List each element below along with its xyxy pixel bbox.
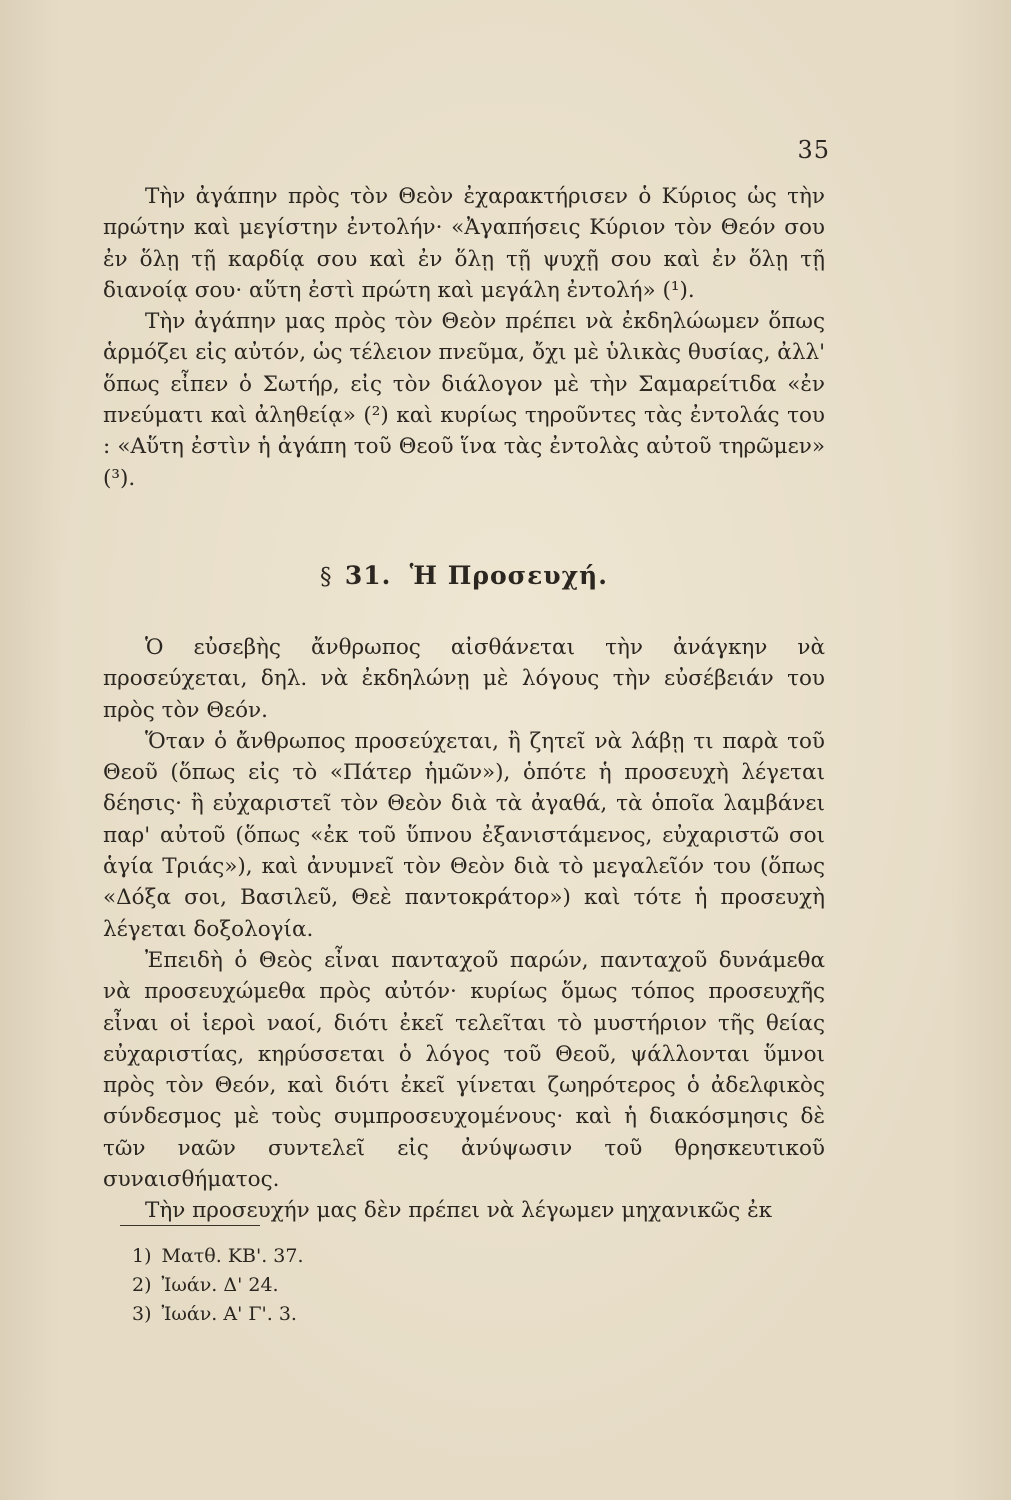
footnote-item <box>132 1242 532 1271</box>
page-number: 35 <box>797 136 830 164</box>
footnote-text: Ἰωάν. Δ' 24. <box>161 1274 279 1296</box>
section-title: Ἡ Προσευχή. <box>409 561 608 590</box>
paragraph-need-to-pray: Ὁ εὐσεβὴς ἄνθρωπος αἰσθάνεται τὴν ἀνάγκην νὰ προσεύχεται, δηλ. νὰ ἐκδηλώνῃ μὲ λόγους τὴν εὐσέβειάν του πρὸς τὸν Θεόν. <box>103 635 825 723</box>
section-heading <box>103 561 825 590</box>
paragraph-expressing-love: Τὴν ἀγάπην μας πρὸς τὸν Θεὸν πρέπει νὰ ἐκδηλώωμεν ὅπως ἁρμόζει εἰς αὐτόν, ὡς τέλειον πνεῦμα, ὄχι μὲ ὑλικὰς θυσίας, ἀλλ' ὅπως εἶπεν ὁ Σωτήρ, εἰς τὸν διάλογον μὲ τὴν Σαμαρείτιδα «ἐν πνεύματι καὶ ἀληθείᾳ» (²) καὶ κυρίως τηροῦντες τὰς ἐντολάς του : «Αὕτη ἐστὶν ἡ ἀγάπη τοῦ Θεοῦ ἵνα τὰς ἐντολὰς αὐτοῦ τηρῶμεν» (³). <box>103 309 825 491</box>
section-symbol: § <box>320 564 333 590</box>
footnote-text: Ἰωάν. Α' Γ'. 3. <box>161 1303 297 1325</box>
paragraph-continued: Τὴν προσευχήν μας δὲν πρέπει νὰ λέγωμεν μηχανικῶς ἐκ <box>145 1198 773 1224</box>
paragraph-love-of-god: Τὴν ἀγάπην πρὸς τὸν Θεὸν ἐχαρακτήρισεν ὁ Κύριος ὡς τὴν πρώτην καὶ μεγίστην ἐντολήν· «Ἀγαπήσεις Κύριον τὸν Θεόν σου ἐν ὅλῃ τῇ καρδίᾳ σου καὶ ἐν ὅλῃ τῇ ψυχῇ σου καὶ ἐν ὅλῃ τῇ διανοίᾳ σου· αὕτη ἐστὶ πρώτη καὶ μεγάλη ἐντολή» (¹). <box>103 184 825 303</box>
footnote-number: 1) <box>132 1245 152 1267</box>
paragraph-place-of-prayer: Ἐπειδὴ ὁ Θεὸς εἶναι πανταχοῦ παρών, πανταχοῦ δυνάμεθα νὰ προσευχώμεθα πρὸς αὐτόν· κυρίως ὅμως τόπος προσευχῆς εἶναι οἱ ἱεροὶ ναοί, διότι ἐκεῖ τελεῖται τὸ μυστήριον τῆς θείας εὐχαριστίας, κηρύσσεται ὁ λόγος τοῦ Θεοῦ, ψάλλονται ὕμνοι πρὸς τὸν Θεόν, καὶ διότι ἐκεῖ γίνεται ζωηρότερος ὁ ἀδελφικὸς σύνδεσμος μὲ τοὺς συμπροσευχομένους· καὶ ἡ διακόσμησις δὲ τῶν ναῶν συντελεῖ εἰς ἀνύψωσιν τοῦ θρησκευτικοῦ συναισθήματος. <box>103 947 825 1193</box>
paragraph-kinds-of-prayer: Ὅταν ὁ ἄνθρωπος προσεύχεται, ἢ ζητεῖ νὰ λάβῃ τι παρὰ τοῦ Θεοῦ (ὅπως εἰς τὸ «Πάτερ ἡμῶν»), ὁπότε ἡ προσευχὴ λέγεται δέησις· ἢ εὐχαριστεῖ τὸν Θεὸν διὰ τὰ ἀγαθά, τὰ ὁποῖα λαμβάνει παρ' αὐτοῦ (ὅπως «ἐκ τοῦ ὕπνου ἐξανιστάμενος, εὐχαριστῶ σοι ἁγία Τριάς»), καὶ ἀνυμνεῖ τὸν Θεὸν διὰ τὸ μεγαλεῖόν του (ὅπως «Δόξα σοι, Βασιλεῦ, Θεὲ παντοκράτορ») καὶ τότε ἡ προσευχὴ λέγεται δοξολογία. <box>103 728 825 942</box>
section-number: 31. <box>344 561 392 590</box>
footnote-number: 3) <box>132 1303 152 1325</box>
footnote-divider <box>120 1225 260 1226</box>
top-text-block <box>103 181 825 494</box>
footnotes-list <box>132 1242 532 1329</box>
footnote-text: Ματθ. ΚΒ'. 37. <box>161 1245 304 1267</box>
footnote-number: 2) <box>132 1274 152 1296</box>
footnote-item <box>132 1271 532 1300</box>
bottom-text-block <box>103 632 825 1227</box>
footnote-item <box>132 1300 532 1329</box>
